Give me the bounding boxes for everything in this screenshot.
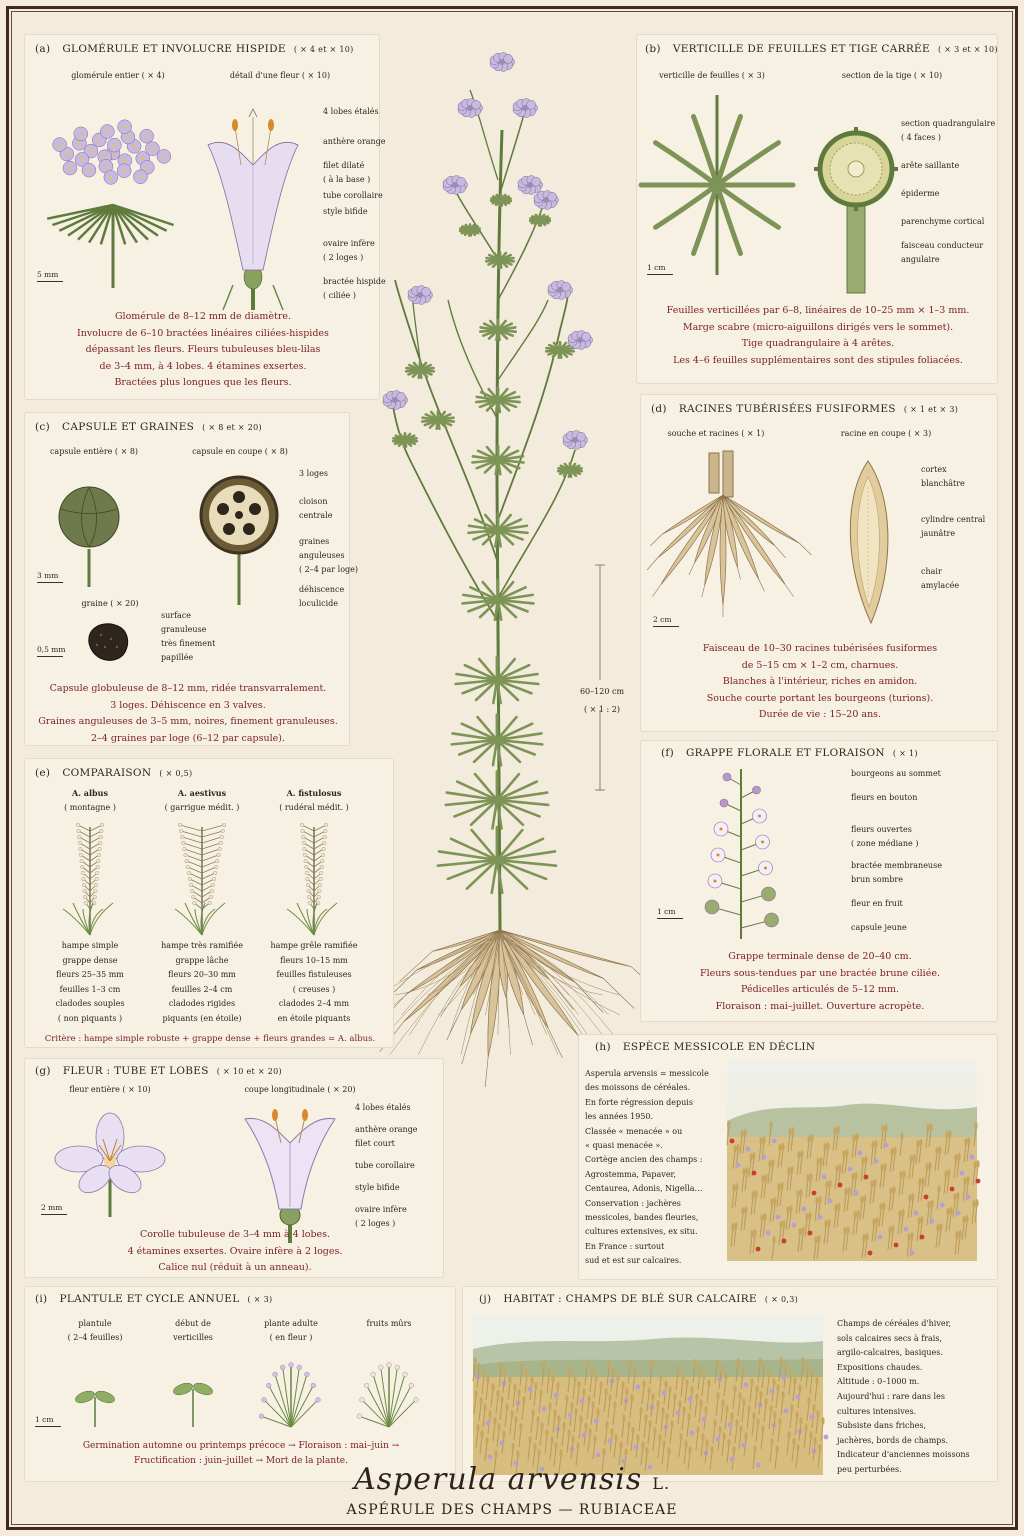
description-line: Involucre de 6–10 bractées linéaires ciliées-hispides (77, 327, 329, 339)
panel-c-sub3: graine ( × 20) (81, 599, 139, 608)
panel-d (640, 394, 998, 732)
panel-h-line-13: sud et est sur calcaires. (585, 1256, 682, 1266)
panel-b-sub2: section de la tige ( × 10) (841, 71, 943, 80)
panel-h-line-10: messicoles, bandes fleuries, (585, 1213, 699, 1222)
panel-d-label-3: jaunâtre (921, 529, 956, 538)
panel-b-label-4: parenchyme cortical (901, 217, 985, 226)
species-1-trait: hampe très ramifiée (161, 941, 243, 950)
species-1-trait: piquants (en étoile) (162, 1014, 242, 1023)
description-line: Capsule globuleuse de 8–12 mm, ridée transvarralement. (49, 683, 327, 694)
panel-b-label-3: épiderme (901, 189, 940, 198)
panel-h-line-9: Conservation : jachères (585, 1198, 681, 1208)
stage-3-illustration (339, 1349, 439, 1429)
description-line: Bractées plus longues que les fleurs. (114, 377, 292, 388)
panel-j-title: (j) HABITAT : CHAMPS DE BLÉ SUR CALCAIRE ( × 0,3) (479, 1293, 799, 1305)
panel-c-label-2: centrale (299, 511, 333, 520)
description-line: Tige quadrangulaire à 4 arêtes. (741, 338, 895, 349)
panel-a-label-3: ( à la base ) (323, 175, 371, 184)
stage-1-note: verticilles (173, 1333, 213, 1342)
panel-h-line-12: En France : surtout (585, 1241, 665, 1251)
panel-d-sub1: souche et racines ( × 1) (667, 429, 765, 438)
species-name: Asperula arvensis (353, 1462, 643, 1497)
panel-g-title: (g) FLEUR : TUBE ET LOBES ( × 10 et × 20) (35, 1065, 282, 1077)
raceme-illustration (685, 769, 795, 939)
panel-d-label-2: cylindre central (921, 515, 986, 524)
panel-f-label-2: fleurs ouvertes (851, 825, 912, 834)
species-1-trait: feuilles 2–4 cm (171, 984, 233, 994)
description-line: Fructification : juin–juillet → Mort de la plante. (133, 1456, 348, 1466)
panel-g-sub1: fleur entière ( × 10) (69, 1085, 151, 1094)
species-title (0, 1462, 1024, 1497)
panel-g-label-3: tube corollaire (355, 1161, 415, 1170)
description-line: dépassant les fleurs. Fleurs tubuleuses bleu-lilas (85, 344, 321, 355)
panel-c-label-0: 3 loges (299, 469, 328, 478)
panel-h-line-6: Cortège ancien des champs : (585, 1155, 703, 1165)
panel-a-scalebar: 5 mm (37, 270, 63, 282)
species-0-trait: fleurs 25–35 mm (56, 970, 124, 980)
species-1-illustration (147, 817, 257, 937)
stem-section-illustration (813, 113, 913, 293)
panel-c (24, 412, 358, 746)
description-line: de 5–15 cm × 1–2 cm, charnues. (741, 659, 899, 671)
panel-b-label-6: angulaire (901, 255, 940, 264)
panel-d-sub2: racine en coupe ( × 3) (840, 429, 932, 438)
panel-f-label-3: ( zone médiane ) (851, 839, 919, 848)
species-1-trait: grappe lâche (175, 955, 229, 965)
species-1-name: A. aestivus (177, 788, 227, 798)
panel-g-label-2: filet court (355, 1139, 395, 1148)
panel-b-label-2: arête saillante (901, 161, 960, 170)
panel-f-label-4: bractée membraneuse (851, 861, 942, 870)
panel-b-sub1: verticille de feuilles ( × 3) (659, 71, 765, 80)
panel-i-scalebar: 1 cm (35, 1415, 61, 1427)
panel-f-label-0: bourgeons au sommet (851, 769, 941, 778)
habitat-field-illustration (473, 1315, 823, 1475)
panel-a-label-1: anthère orange (323, 137, 386, 146)
panel-c-sub2: capsule en coupe ( × 8) (192, 447, 288, 456)
panel-d-label-5: amylacée (921, 581, 960, 590)
panel-a-description (25, 309, 381, 392)
description-line: Durée de vie : 15–20 ans. (758, 709, 882, 720)
description-line: 4 étamines exsertes. Ovaire infère à 2 loges. (127, 1245, 343, 1257)
panel-j-line-7: Subsiste dans friches, (837, 1421, 927, 1431)
species-0-trait: hampe simple (61, 941, 119, 950)
panel-j (462, 1286, 998, 1482)
species-1-trait: cladodes rigides (168, 999, 236, 1009)
panel-f-label-5: brun sombre (851, 875, 903, 884)
panel-b-label-1: ( 4 faces ) (901, 133, 942, 142)
panel-h-title: (h) ESPÈCE MESSICOLE EN DÉCLIN (595, 1041, 816, 1053)
species-0-name: A. albus (72, 788, 108, 798)
panel-h-line-0: Asperula arvensis = messicole (585, 1069, 709, 1078)
panel-j-line-10: peu perturbées. (837, 1465, 902, 1474)
panel-b-description (637, 303, 999, 369)
rootstock-illustration (645, 449, 815, 629)
panel-d-title: (d) RACINES TUBÉRISÉES FUSIFORMES ( × 1 et × 3) (651, 403, 959, 415)
stage-2-name: plante adulte (264, 1319, 318, 1328)
panel-a (24, 34, 386, 400)
panel-a-sub2: détail d'une fleur ( × 10) (229, 71, 331, 80)
plant-height-label: 60–120 cm (579, 687, 625, 696)
panel-c-label-4: anguleuses (299, 551, 345, 560)
description-line: 3 loges. Déhiscence en 3 valves. (110, 699, 266, 711)
panel-h-line-3: les années 1950. (585, 1112, 654, 1122)
panel-f-description (641, 949, 999, 1015)
panel-a-label-5: style bifide (323, 207, 368, 216)
panel-d-description (641, 641, 999, 724)
panel-h (578, 1034, 998, 1280)
description-line: Fleurs sous-tendues par une bractée brune ciliée. (700, 967, 940, 979)
panel-g-label-0: 4 lobes étalés (355, 1103, 411, 1112)
panel-j-line-3: Expositions chaudes. (837, 1362, 923, 1372)
stage-3-name: fruits mûrs (366, 1319, 412, 1328)
panel-g-scalebar: 2 mm (41, 1203, 67, 1215)
panel-f-label-6: fleur en fruit (851, 899, 903, 908)
species-1-trait: fleurs 20–30 mm (168, 970, 236, 980)
panel-h-line-7: Agrostemma, Papaver, (585, 1169, 677, 1179)
species-0-trait: grappe dense (62, 955, 118, 965)
description-line: Pédicelles articulés de 5–12 mm. (741, 984, 899, 995)
species-2-trait: cladodes 2–4 mm (278, 999, 350, 1009)
species-2-trait: feuilles fistuleuses (276, 970, 352, 980)
description-line: Les 4–6 feuilles supplémentaires sont des stipules foliacées. (673, 354, 963, 366)
capsule-section-illustration (195, 469, 285, 609)
description-line: Blanches à l'intérieur, riches en amidon. (722, 676, 918, 687)
panel-c-label-7: loculicide (299, 599, 339, 608)
panel-c-seed-label-2: très finement (161, 639, 216, 648)
species-0-note: ( montagne ) (64, 803, 116, 812)
panel-a-label-4: tube corollaire (323, 191, 383, 200)
panel-c-description (25, 681, 351, 747)
panel-c-seed-label-3: papillée (161, 653, 194, 662)
description-line: Graines anguleuses de 3–5 mm, noires, finement granuleuses. (38, 716, 338, 727)
plant-scale-label: ( × 1 : 2) (584, 705, 620, 714)
panel-j-line-4: Altitude : 0–1000 m. (837, 1377, 920, 1387)
panel-g-label-6: ( 2 loges ) (355, 1219, 396, 1228)
species-author: L. (652, 1474, 671, 1493)
panel-i-title: (i) PLANTULE ET CYCLE ANNUEL ( × 3) (35, 1293, 273, 1305)
panel-a-label-6: ovaire infère (323, 239, 375, 248)
description-line: Marge scabre (micro-aiguillons dirigés vers le sommet). (682, 321, 954, 333)
panel-g-label-5: ovaire infère (355, 1205, 407, 1214)
panel-g-sub2: coupe longitudinale ( × 20) (244, 1085, 356, 1094)
stage-1-illustration (143, 1349, 243, 1429)
description-line: Germination automne ou printemps précoce → Floraison : mai–juin → (82, 1441, 400, 1451)
messicole-field-illustration (727, 1061, 977, 1261)
panel-c-scalebar2: 0,5 mm (37, 645, 66, 657)
panel-a-sub1: glomérule entier ( × 4) (71, 71, 165, 80)
panel-f (640, 740, 998, 1022)
description-line: Floraison : mai–juillet. Ouverture acropète. (715, 1000, 925, 1012)
panel-i (24, 1286, 456, 1482)
panel-g-label-1: anthère orange (355, 1125, 418, 1134)
panel-j-line-8: jachères, bords de champs. (837, 1435, 949, 1445)
description-line: Corolle tubuleuse de 3–4 mm à 4 lobes. (139, 1229, 331, 1240)
panel-c-seed-label-0: surface (161, 611, 192, 620)
description-line: Grappe terminale dense de 20–40 cm. (728, 951, 912, 962)
panel-j-line-2: argilo-calcaires, basiques. (837, 1348, 943, 1358)
panel-e-criterion: Critère : hampe simple robuste + grappe dense + fleurs grandes = A. albus. (44, 1034, 376, 1044)
panel-j-line-5: Aujourd'hui : rare dans les (837, 1392, 945, 1401)
species-0-illustration (35, 817, 145, 937)
description-line: Souche courte portant les bourgeons (turions). (706, 692, 934, 704)
panel-h-line-2: En forte régression depuis (585, 1097, 693, 1107)
species-0-trait: ( non piquants ) (57, 1014, 123, 1023)
species-2-illustration (259, 817, 369, 937)
species-2-name: A. fistulosus (286, 788, 342, 798)
longitudinal-section-illustration (235, 1103, 345, 1243)
panel-d-scalebar: 2 cm (653, 615, 679, 627)
panel-h-line-1: des moissons de céréales. (585, 1083, 691, 1093)
panel-j-line-6: cultures intensives. (837, 1406, 917, 1416)
panel-d-label-1: blanchâtre (921, 479, 965, 488)
panel-h-line-11: cultures extensives, ex situ. (585, 1227, 698, 1237)
panel-e (24, 758, 394, 1048)
panel-c-label-6: déhiscence (299, 585, 345, 594)
panel-b-label-5: faisceau conducteur (901, 241, 984, 250)
panel-c-label-5: ( 2–4 par loge) (299, 565, 358, 574)
panel-f-title: (f) GRAPPE FLORALE ET FLORAISON ( × 1) (661, 747, 918, 759)
description-line: de 3–4 mm, à 4 lobes. 4 étamines exsertes. (99, 360, 307, 372)
species-0-trait: cladodes souples (55, 999, 125, 1009)
stage-1-name: début de (175, 1319, 211, 1328)
panel-b-label-0: section quadrangulaire (901, 119, 996, 128)
description-line: Glomérule de 8–12 mm de diamètre. (114, 311, 292, 322)
panel-b-scalebar: 1 cm (647, 263, 673, 275)
stage-2-illustration (241, 1349, 341, 1429)
panel-c-sub1: capsule entière ( × 8) (49, 447, 139, 456)
seed-illustration (81, 617, 141, 667)
panel-d-label-0: cortex (921, 465, 947, 474)
panel-h-line-5: « quasi menacée ». (585, 1141, 663, 1150)
panel-d-label-4: chair (921, 567, 942, 576)
panel-j-line-1: sols calcaires secs à frais, (837, 1333, 942, 1343)
description-line: 2–4 graines par loge (6–12 par capsule). (91, 732, 285, 744)
panel-j-line-0: Champs de céréales d'hiver, (837, 1319, 952, 1328)
panel-j-line-9: Indicateur d'anciennes moissons (837, 1450, 970, 1460)
panel-c-label-3: graines (299, 537, 330, 546)
species-1-note: ( garrigue médit. ) (164, 803, 240, 812)
panel-f-label-1: fleurs en bouton (851, 793, 918, 802)
description-line: Feuilles verticillées par 6–8, linéaires de 10–25 mm × 1–3 mm. (666, 305, 970, 316)
flower-detail-illustration (193, 105, 313, 315)
description-line: Calice nul (réduit à un anneau). (158, 1262, 312, 1273)
panel-b (636, 34, 998, 384)
panel-c-title: (c) CAPSULE ET GRAINES ( × 8 et × 20) (35, 421, 262, 433)
glomerule-illustration (35, 93, 185, 293)
panel-a-label-9: ( ciliée ) (323, 291, 356, 300)
species-2-trait: ( creuses ) (292, 984, 336, 994)
panel-f-scalebar: 1 cm (657, 907, 683, 919)
panel-g (24, 1058, 444, 1278)
species-2-trait: hampe grêle ramifiée (270, 941, 358, 950)
stage-0-note: ( 2–4 feuilles) (67, 1333, 123, 1342)
height-bracket (590, 565, 610, 795)
species-0-trait: feuilles 1–3 cm (59, 984, 121, 994)
panel-h-line-4: Classée « menacée » ou (585, 1126, 683, 1136)
panel-g-label-4: style bifide (355, 1183, 400, 1192)
panel-b-title: (b) VERTICILLE DE FEUILLES ET TIGE CARRÉE ( × 3 et × 10) (645, 43, 998, 55)
panel-e-title: (e) COMPARAISON ( × 0,5) (35, 767, 193, 779)
panel-g-description (25, 1227, 445, 1277)
panel-f-label-7: capsule jeune (851, 923, 907, 932)
panel-c-scalebar1: 3 mm (37, 571, 63, 583)
species-subtitle: ASPÉRULE DES CHAMPS — RUBIACEAE (346, 1502, 678, 1518)
panel-a-label-8: bractée hispide (323, 277, 386, 286)
panel-c-label-1: cloison (299, 497, 328, 506)
species-2-note: ( rudéral médit. ) (279, 803, 349, 812)
panel-h-line-8: Centaurea, Adonis, Nigella… (585, 1184, 703, 1194)
species-2-trait: en étoile piquants (277, 1014, 351, 1023)
panel-a-label-2: filet dilaté (323, 161, 365, 170)
panel-a-label-7: ( 2 loges ) (323, 253, 364, 262)
leaf-whorl-illustration (639, 95, 799, 285)
stage-0-name: plantule (78, 1319, 112, 1328)
panel-a-title: (a) GLOMÉRULE ET INVOLUCRE HISPIDE ( × 4 et × 10) (35, 43, 354, 55)
panel-a-label-0: 4 lobes étalés (323, 107, 379, 116)
stage-2-note: ( en fleur ) (269, 1333, 313, 1342)
root-section-illustration (833, 457, 903, 627)
description-line: Faisceau de 10–30 racines tubérisées fusiformes (702, 643, 938, 654)
panel-c-seed-label-1: granuleuse (161, 625, 207, 634)
whole-flower-illustration (55, 1109, 165, 1219)
species-2-trait: fleurs 10–15 mm (280, 955, 348, 965)
